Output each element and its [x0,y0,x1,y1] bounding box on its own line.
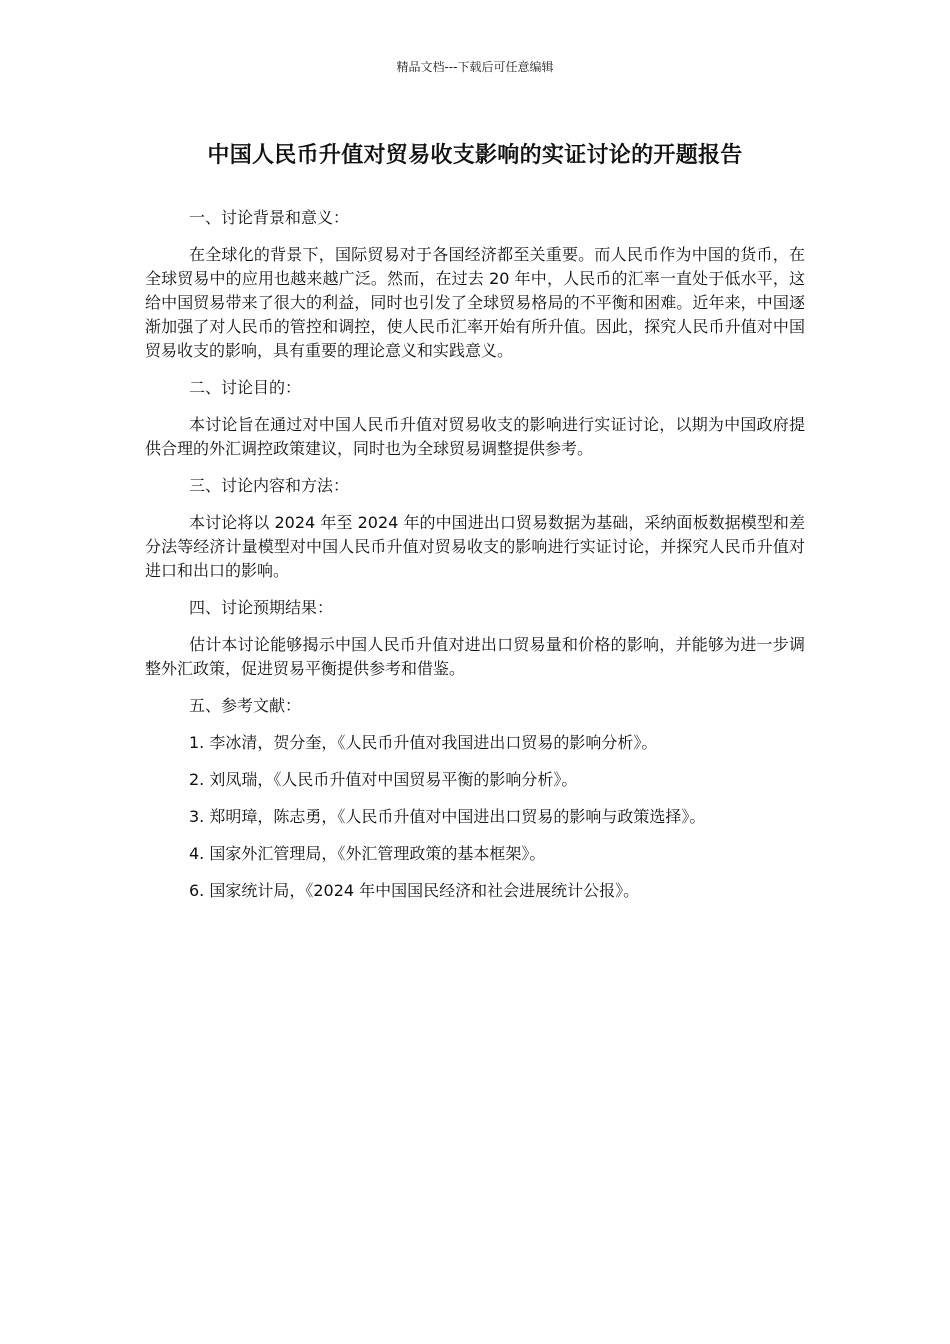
section-heading-expected-results: 四、讨论预期结果： [189,598,334,617]
header-note: 精品文档---下载后可任意编辑 [396,60,554,74]
reference-item: 4. 国家外汇管理局，《外汇管理政策的基本框架》。 [189,844,546,863]
section-body-purpose: 本讨论旨在通过对中国人民币升值对贸易收支的影响进行实证讨论，以期为中国政府提供合理的外汇调控政策建议，同时也为全球贸易调整提供参考。 [145,415,805,458]
section-heading-purpose: 二、讨论目的： [189,378,302,397]
document-title: 中国人民币升值对贸易收支影响的实证讨论的开题报告 [207,143,743,168]
reference-item: 1. 李冰清，贺分奎，《人民币升值对我国进出口贸易的影响分析》。 [189,733,658,752]
reference-item: 6. 国家统计局，《2024 年中国国民经济和社会进展统计公报》。 [189,881,640,900]
reference-item: 3. 郑明璋，陈志勇，《人民币升值对中国进出口贸易的影响与政策选择》。 [189,807,706,826]
section-body-expected-results: 估计本讨论能够揭示中国人民币升值对进出口贸易量和价格的影响，并能够为进一步调整外汇政策，促进贸易平衡提供参考和借鉴。 [145,635,805,678]
section-body-methods: 本讨论将以 2024 年至 2024 年的中国进出口贸易数据为基础，采纳面板数据模型和差分法等经济计量模型对中国人民币升值对贸易收支的影响进行实证讨论，并探究人民币升值对进口和出口的影响。 [145,513,805,580]
section-heading-methods: 三、讨论内容和方法： [189,476,350,495]
document-body [145,206,805,916]
section-heading-background: 一、讨论背景和意义： [189,208,350,227]
section-body-background: 在全球化的背景下，国际贸易对于各国经济都至关重要。而人民币作为中国的货币，在全球贸易中的应用也越来越广泛。然而，在过去 20 年中，人民币的汇率一直处于低水平，这给中国贸易带来了很大的利益，同时也引发了全球贸易格局的不平衡和困难。近年来，中国逐渐加强了对人民币的管控和调控，使人民币汇率开始有所升值。因此，探究人民币升值对中国贸易收支的影响，具有重要的理论意义和实践意义。 [145,245,805,360]
reference-item: 2. 刘凤瑞，《人民币升值对中国贸易平衡的影响分析》。 [189,770,578,789]
section-heading-references: 五、参考文献： [189,696,302,715]
